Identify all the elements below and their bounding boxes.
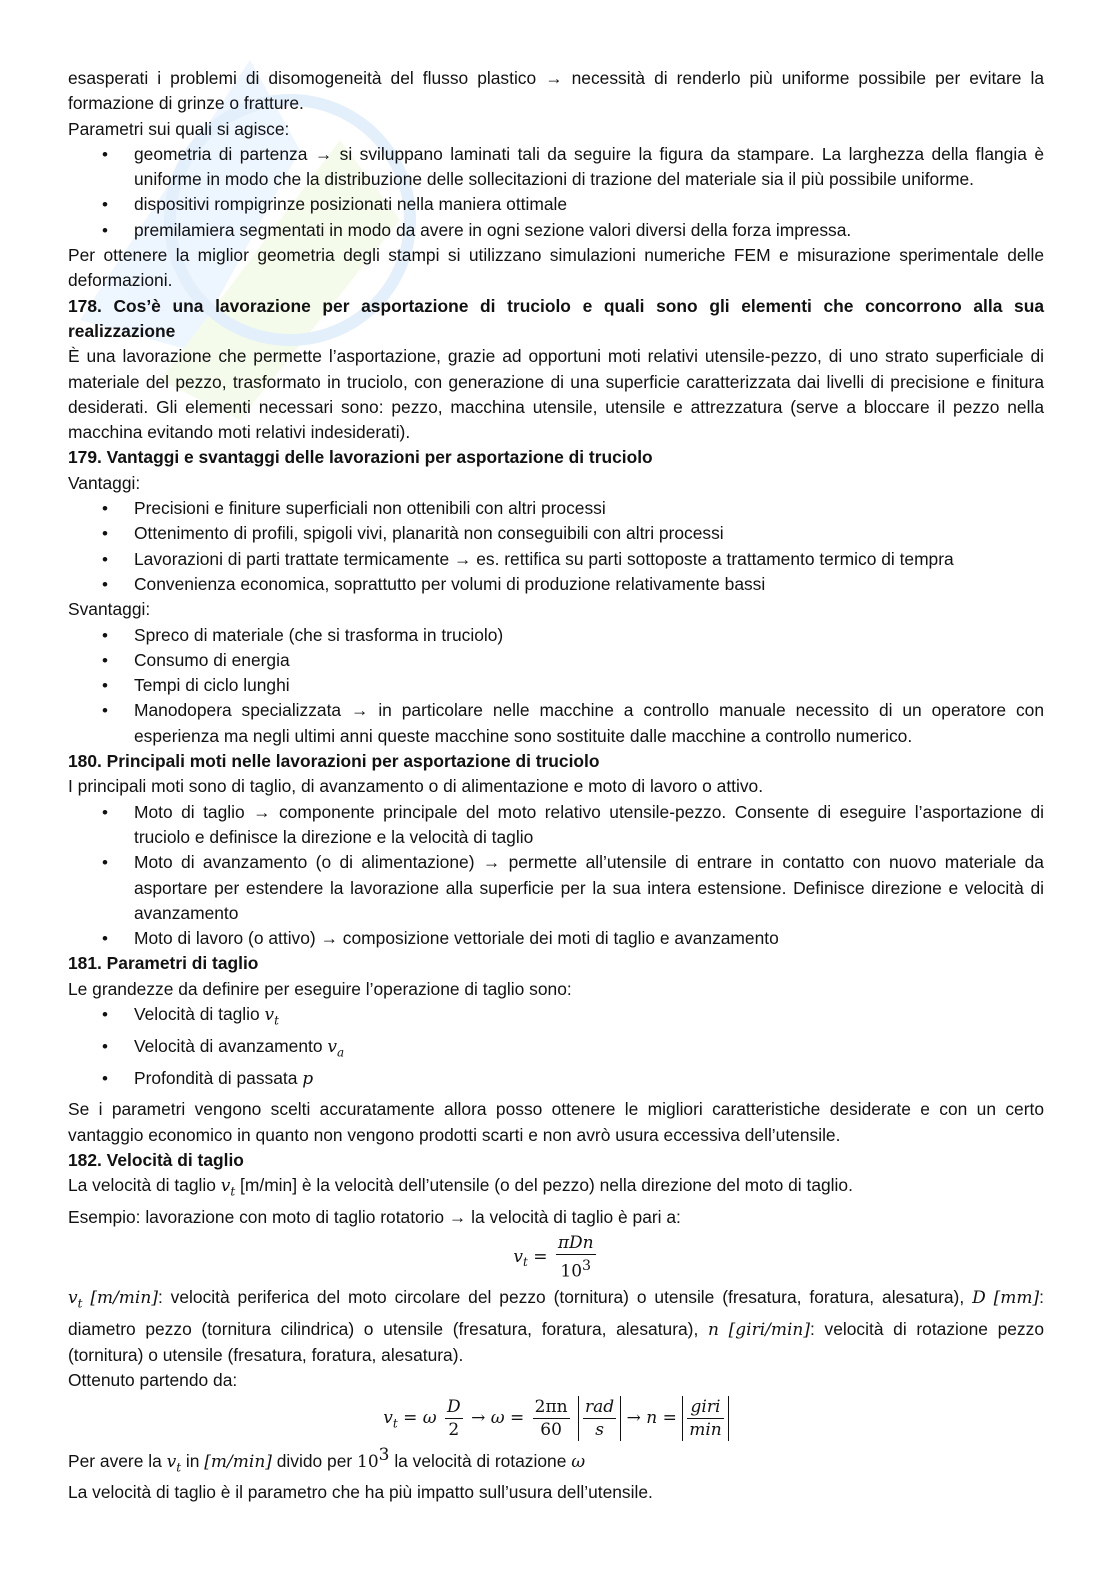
list-item: • geometria di partenza → si sviluppano laminati tali da seguire la figura da stampare. La larghezza della flangia è uniforme in modo che la distribuzione delle sollecitazioni di trazione del materiale sia il più possibile uniforme. — [68, 142, 1044, 193]
question-heading: 181. Parametri di taglio — [68, 953, 259, 974]
paragraph: La velocità di taglio è il parametro che ha più impatto sull’usura dell’utensile. — [68, 1482, 653, 1503]
formula-cutting-speed: $v_t$ = $\frac{\text{πDn}}{10^3}$ — [513, 1233, 594, 1282]
list-item: • Manodopera specializzata → in particolare nelle macchine a controllo manuale necessito di un operatore con esperienza ma negli ultimi anni queste macchine sono sostituite dalle macchine a controllo numerico. — [68, 698, 1044, 749]
list-item: • premilamiera segmentati in modo da avere in ogni sezione valori diversi della forza impressa. — [68, 218, 1044, 243]
paragraph: $v_t$ [m/min]: velocità periferica del moto circolare del pezzo (tornitura) o utensile (fresatura, foratura, alesatura), D [mm]: diametro pezzo (tornitura cilindrica) o utensile (fresatura, foratura, alesatura), n [giri/min]: velocità di rotazione pezzo (tornitura) o utensile (fresatura, foratura, alesatura). — [68, 1286, 1044, 1365]
paragraph: Ottenuto partendo da: — [68, 1370, 238, 1391]
question-heading: 180. Principali moti nelle lavorazioni per asportazione di truciolo — [68, 751, 600, 772]
list-item: • Tempi di ciclo lunghi — [68, 673, 1044, 698]
paragraph: Se i parametri vengono scelti accuratamente allora posso ottenere le migliori caratteristiche desiderate e con un certo vantaggio economico in quanto non vengono prodotti scarti e non avrò usura eccessiva dell’utensile. — [68, 1099, 1044, 1145]
document-page — [68, 66, 1044, 1505]
list-item: • Velocità di avanzamento $v_a$ — [68, 1034, 1044, 1066]
bullet-list — [68, 800, 1044, 952]
list-item: • Velocità di taglio $v_t$ — [68, 1002, 1044, 1034]
paragraph: I principali moti sono di taglio, di avanzamento o di alimentazione e moto di lavoro o attivo. — [68, 776, 764, 797]
bullet-list — [68, 623, 1044, 749]
paragraph: Per ottenere la miglior geometria degli stampi si utilizzano simulazioni numeriche FEM e misurazione sperimentale delle deformazioni. — [68, 245, 1044, 291]
list-item: • Profondità di passata p — [68, 1066, 1044, 1098]
list-item: • dispositivi rompigrinze posizionati nella maniera ottimale — [68, 192, 1044, 217]
list-item: • Consumo di energia — [68, 648, 1044, 673]
question-heading: 178. Cos’è una lavorazione per asportazione di truciolo e quali sono gli elementi che concorrono alla sua realizzazione — [68, 295, 1044, 341]
list-item: • Moto di lavoro (o attivo) → composizione vettoriale dei moti di taglio e avanzamento — [68, 926, 1044, 951]
paragraph: Per avere la $v_t$ in [m/min] divido per $10^3$ la velocità di rotazione ω — [68, 1444, 586, 1474]
list-item: • Moto di avanzamento (o di alimentazione) → permette all’utensile di entrare in contatto con nuovo materiale da asportare per estendere la lavorazione alla superficie per la sua intera estensione. Definisce direzione e velocità di avanzamento — [68, 850, 1044, 926]
question-heading: 179. Vantaggi e svantaggi delle lavorazioni per asportazione di truciolo — [68, 447, 653, 468]
list-item: • Precisioni e finiture superficiali non ottenibili con altri processi — [68, 496, 1044, 521]
params-label: Parametri sui quali si agisce: — [68, 118, 290, 139]
formula-derivation: $v_t = \omega$ $\frac{D}{2}$ → ω = $\frac{2\pi n}{60}$ $\frac{\text{rad}}{s}$ → n = $\frac{\text{giri}}{\min}$ — [68, 1396, 1044, 1441]
paragraph: Esempio: lavorazione con moto di taglio rotatorio → la velocità di taglio è pari a: — [68, 1206, 681, 1227]
bullet-list — [68, 496, 1044, 597]
paragraph: La velocità di taglio $v_t$ [m/min] è la velocità dell’utensile (o del pezzo) nella direzione del moto di taglio. — [68, 1175, 853, 1199]
paragraph: esasperati i problemi di disomogeneità del flusso plastico → necessità di renderlo più uniforme possibile per evitare la formazione di grinze o fratture. — [68, 68, 1045, 114]
list-item: • Ottenimento di profili, spigoli vivi, planarità non conseguibili con altri processi — [68, 521, 1044, 546]
bullet-list — [68, 1002, 1044, 1097]
list-item: • Lavorazioni di parti trattate termicamente → es. rettifica su parti sottoposte a trattamento termico di tempra — [68, 547, 1044, 572]
cons-label: Svantaggi: — [68, 599, 151, 620]
list-item: • Convenienza economica, soprattutto per volumi di produzione relativamente bassi — [68, 572, 1044, 597]
bullet-list — [68, 142, 1044, 243]
paragraph: Le grandezze da definire per eseguire l’operazione di taglio sono: — [68, 978, 572, 999]
list-item: • Moto di taglio → componente principale del moto relativo utensile-pezzo. Consente di eseguire l’asportazione di truciolo e definisce la direzione e la velocità di taglio — [68, 800, 1044, 851]
paragraph: È una lavorazione che permette l’asportazione, grazie ad opportuni moti relativi utensile-pezzo, di uno strato superficiale di materiale del pezzo, trasformato in truciolo, con generazione di una superficie caratterizzata dai livelli di precisione e finitura desiderati. Gli elementi necessari sono: pezzo, macchina utensile, utensile e attrezzatura (serve a bloccare il pezzo nella macchina evitando moti relativi indesiderati). — [68, 346, 1044, 443]
pros-label: Vantaggi: — [68, 472, 141, 493]
list-item: • Spreco di materiale (che si trasforma in truciolo) — [68, 623, 1044, 648]
question-heading: 182. Velocità di taglio — [68, 1149, 244, 1170]
